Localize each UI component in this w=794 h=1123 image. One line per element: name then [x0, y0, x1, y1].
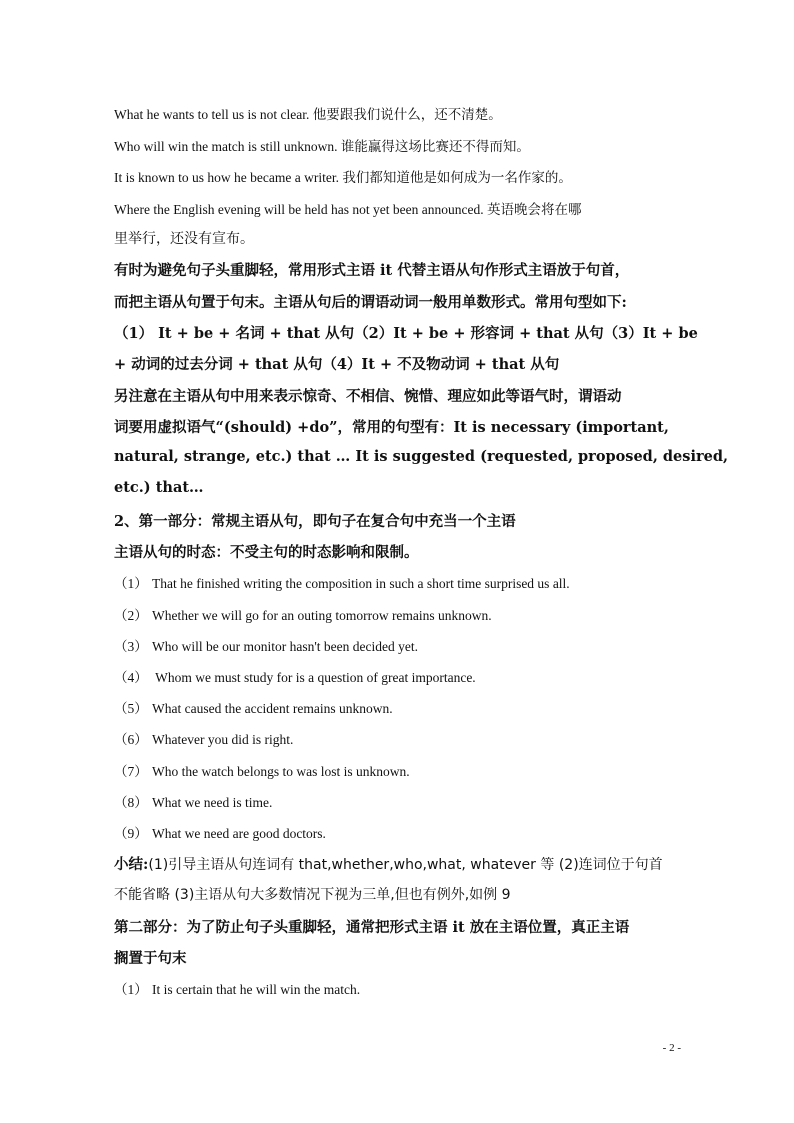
summary-line-1: 小结:(1)引导主语从句连词有 that,whether,who,what, whatever 等 (2)连词位于句首: [114, 856, 663, 873]
section1-example-2: （2） Whether we will go for an outing tomorrow remains unknown.: [114, 608, 492, 623]
note-line-8: etc.) that…: [114, 479, 204, 496]
section2-example-1: （1） It is certain that he will win the match.: [114, 982, 361, 997]
summary-line-2: 不能省略 (3)主语从句大多数情况下视为三单,但也有例外,如例 9: [114, 887, 511, 903]
section1-example-1: （1） That he finished writing the composition in such a short time surprised us all.: [114, 576, 570, 591]
page-number: - 2 -: [662, 1042, 681, 1054]
note-line-6: 词要用虚拟语气“(should) +do”，常用的句型有：It is necessary (important,: [114, 419, 669, 436]
section2-line-2: 搁置于句末: [114, 950, 187, 967]
intro-example-2: Who will win the match is still unknown. 谁能赢得这场比赛还不得而知。: [114, 139, 530, 154]
summary-label: 小结:: [114, 856, 149, 873]
note-line-3: （1） It + be + 名词 + that 从句（2）It + be + 形容词 + that 从句（3）It + be: [114, 325, 698, 342]
note-line-4: + 动词的过去分词 + that 从句（4）It + 不及物动词 + that 从句: [114, 356, 560, 373]
section1-example-3: （3） Who will be our monitor hasn't been decided yet.: [114, 639, 418, 654]
section1-title: 2、第一部分：常规主语从句，即句子在复合句中充当一个主语: [114, 513, 516, 530]
intro-example-4-cont: 里举行，还没有宣布。: [114, 231, 254, 247]
section1-example-7: （7） Who the watch belongs to was lost is unknown.: [114, 764, 410, 779]
section1-subtitle: 主语从句的时态：不受主句的时态影响和限制。: [114, 544, 419, 561]
note-line-1: 有时为避免句子头重脚轻，常用形式主语 it 代替主语从句作形式主语放于句首，: [114, 262, 630, 279]
section1-example-9: （9） What we need are good doctors.: [114, 826, 326, 841]
note-line-5: 另注意在主语从句中用来表示惊奇、不相信、惋惜、理应如此等语气时，谓语动: [114, 388, 622, 405]
intro-example-4: Where the English evening will be held has not yet been announced. 英语晚会将在哪: [114, 202, 582, 217]
section1-example-4: （4） Whom we must study for is a question of great importance.: [114, 670, 476, 685]
intro-example-3: It is known to us how he became a writer. 我们都知道他是如何成为一名作家的。: [114, 170, 572, 185]
intro-example-1: What he wants to tell us is not clear. 他要跟我们说什么，还不清楚。: [114, 107, 502, 122]
section1-example-6: （6） Whatever you did is right.: [114, 732, 294, 747]
section1-example-8: （8） What we need is time.: [114, 795, 273, 810]
note-line-7: natural, strange, etc.) that … It is suggested (requested, proposed, desired,: [114, 448, 729, 465]
section1-example-5: （5） What caused the accident remains unknown.: [114, 701, 393, 716]
section2-line-1: 第二部分：为了防止句子头重脚轻，通常把形式主语 it 放在主语位置，真正主语: [114, 919, 630, 936]
note-line-2: 而把主语从句置于句末。主语从句后的谓语动词一般用单数形式。常用句型如下:: [114, 294, 627, 311]
